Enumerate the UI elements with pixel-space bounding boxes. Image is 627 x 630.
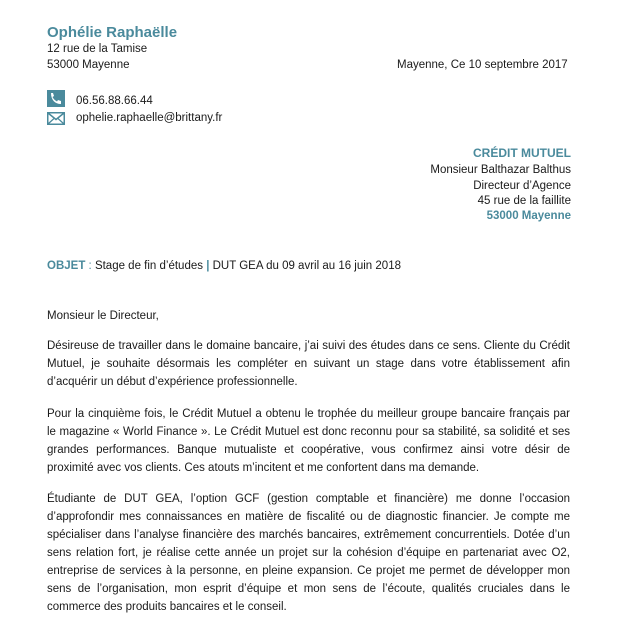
subject-separator: : [85, 260, 95, 272]
recipient-street: 45 rue de la faillite [477, 195, 571, 207]
phone-icon [47, 90, 65, 107]
paragraph-1: Désireuse de travailler dans le domaine bancaire, j’ai suivi des études dans ce sens. Cliente du Crédit Mutuel, je souhaite désormais les compléter en suivant un stage dans votre établissement afin d’acquérir un début d’expérience professionnelle. [47, 340, 570, 388]
date-line: Mayenne, Ce 10 septembre 2017 [397, 59, 568, 71]
sender-city: 53000 Mayenne [47, 59, 130, 71]
subject-divider: | [203, 260, 213, 272]
salutation: Monsieur le Directeur, [47, 310, 159, 322]
sender-street: 12 rue de la Tamise [47, 43, 148, 55]
paragraph-3: Étudiante de DUT GEA, l’option GCF (gestion comptable et financière) me donne l’occasion d’approfondir mes connaissances en matière de fiscalité ou de diagnostic financier. Je compte me spécialiser dans l’analyse financière des marchés bancaires, extrêmement concurrentiels. Dotée d’un sens relation fort, je réalise cette année un projet sur la cohésion d’équipe en partenariat avec O2, entreprise de services à la personne, en pleine expansion. Ce projet me permet de développer mon sens de l’organisation, mon esprit d’équipe et mon sens de l’écoute, qualités cruciales dans le commerce des produits bancaires et le conseil. [47, 493, 570, 613]
subject-label: OBJET [47, 260, 86, 272]
recipient-role: Directeur d’Agence [473, 180, 571, 192]
subject-part1: Stage de fin d’études [94, 260, 203, 272]
recipient-city: 53000 Mayenne [486, 210, 571, 222]
sender-name: Ophélie Raphaëlle [47, 24, 178, 41]
sender-phone: 06.56.88.66.44 [76, 95, 153, 107]
envelope-icon [47, 110, 65, 127]
subject-part2: DUT GEA du 09 avril au 16 juin 2018 [212, 260, 401, 272]
recipient-company: CRÉDIT MUTUEL [473, 146, 571, 160]
subject-line [47, 258, 401, 274]
recipient-person: Monsieur Balthazar Balthus [430, 164, 571, 176]
paragraph-2: Pour la cinquième fois, le Crédit Mutuel a obtenu le trophée du meilleur groupe bancaire français par le magazine « World Finance ». Le Crédit Mutuel est donc reconnu pour sa stabilité, sa solidité et ses grandes performances. Banque mutualiste et coopérative, vous confirmez ainsi votre désir de proximité avec vos clients. Ces atouts m’incitent et me confortent dans ma demande. [47, 408, 570, 474]
sender-email: ophelie.raphaelle@brittany.fr [76, 112, 223, 124]
